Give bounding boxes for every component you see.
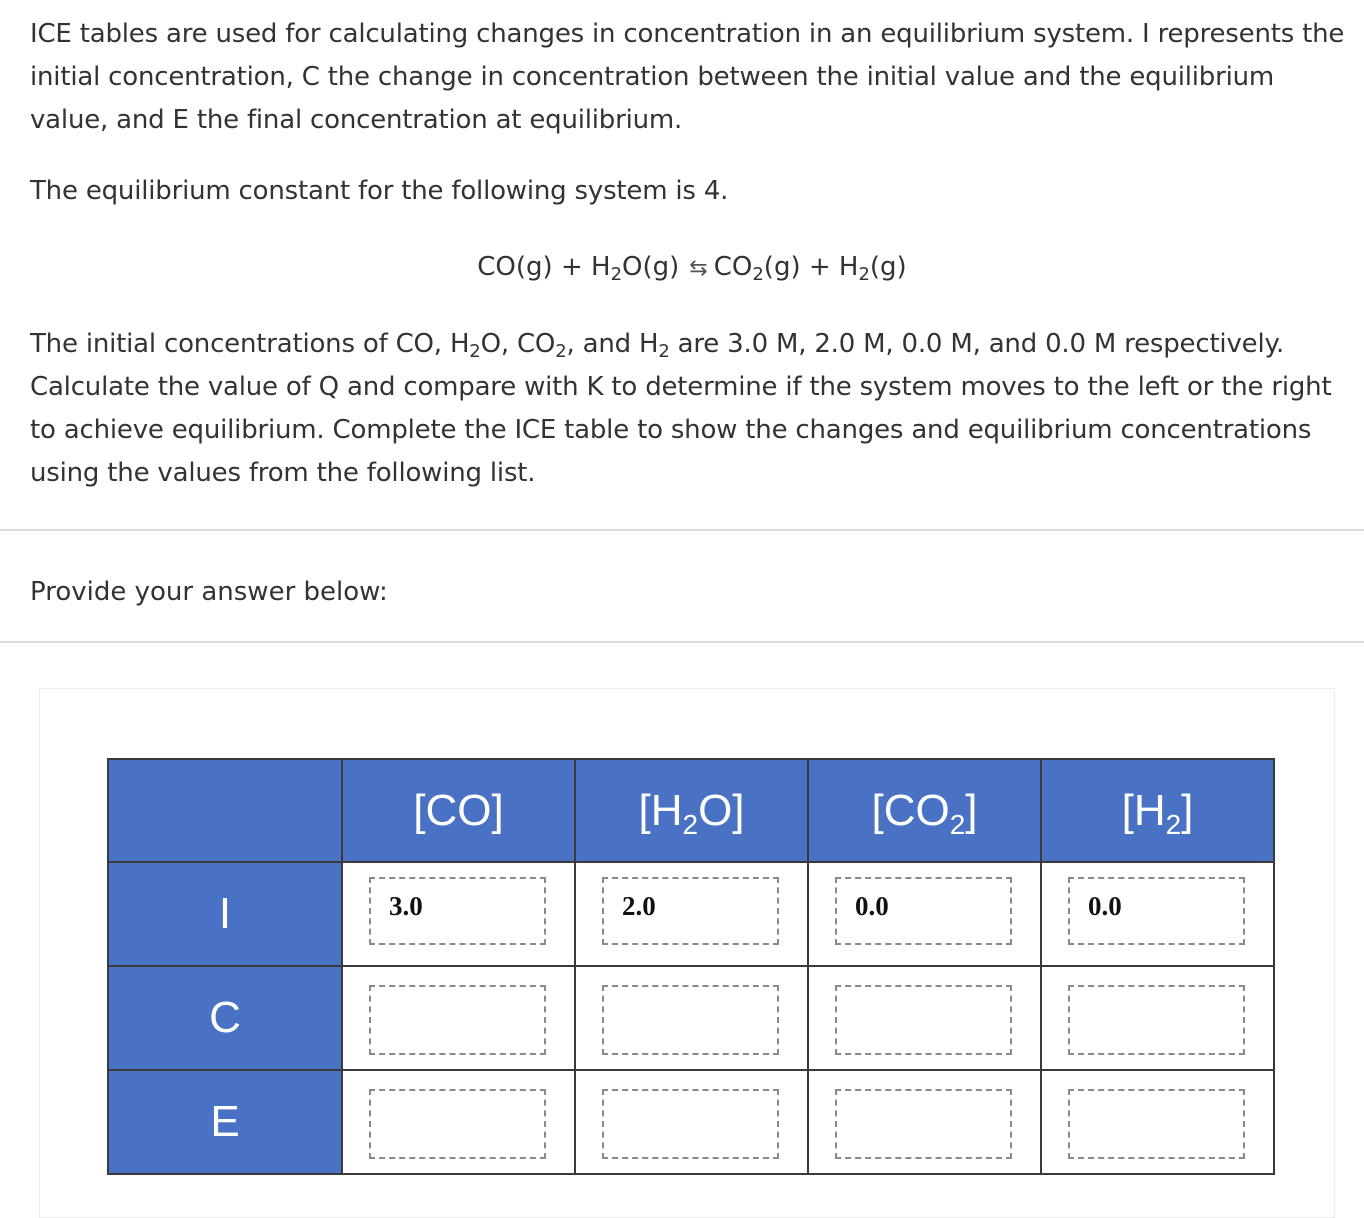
equilibrium-arrow-icon: ⇆ (689, 256, 708, 281)
ice-table (107, 758, 1275, 1175)
header-co2: $[CO_2]$ (808, 759, 1041, 862)
corner-cell (108, 759, 342, 862)
answer-prompt-section (0, 531, 1364, 643)
drop-slot-i-h2o[interactable]: 2.0 (602, 877, 779, 945)
drop-slot-c-co[interactable] (369, 985, 546, 1055)
row-label-c: C (108, 966, 342, 1070)
drop-slot-c-h2o[interactable] (602, 985, 779, 1055)
row-label-e: E (108, 1070, 342, 1174)
ice-row-change (108, 966, 1274, 1070)
row-label-i: I (108, 862, 342, 966)
header-co: [CO] (342, 759, 575, 862)
drop-slot-e-co[interactable] (369, 1089, 546, 1159)
reaction-equation: $CO(g) + H_2O(g)$ ⇆ $CO_2(g) + H_2(g)$ (477, 252, 907, 285)
ice-row-equilibrium (108, 1070, 1274, 1174)
constant-text: The equilibrium constant for the following system is 4. (30, 176, 729, 206)
drop-slot-e-h2o[interactable] (602, 1089, 779, 1159)
drop-slot-c-h2[interactable] (1068, 985, 1245, 1055)
intro-text: ICE tables are used for calculating changes in concentration in an equilibrium system. I represents the initial concentration, C the change in concentration between the initial value and the equilibrium value, and E the final concentration at equilibrium. (30, 19, 1345, 135)
ice-header-row (108, 759, 1274, 862)
drop-slot-i-co[interactable]: 3.0 (369, 877, 546, 945)
answer-prompt: Provide your answer below: (30, 577, 388, 607)
drop-slot-c-co2[interactable] (835, 985, 1012, 1055)
header-h2o: $[H_2O]$ (575, 759, 808, 862)
drop-slot-e-co2[interactable] (835, 1089, 1012, 1159)
drop-slot-i-h2[interactable]: 0.0 (1068, 877, 1245, 945)
instructions-text: The initial concentrations of CO, $H_2O$, $CO_2$, and $H_2$ are 3.0 M, 2.0 M, 0.0 M, and 0.0 M respectively. Calculate the value of Q and compare with K to determine if the system moves to the left or the right to achieve equilibrium. Complete the ICE table to show the changes and equilibrium concentrations using the values from the following list. (30, 329, 1332, 488)
drop-slot-i-co2[interactable]: 0.0 (835, 877, 1012, 945)
ice-row-initial (108, 862, 1274, 966)
question-section (0, 0, 1364, 531)
drop-slot-e-h2[interactable] (1068, 1089, 1245, 1159)
header-h2: $[H_2]$ (1041, 759, 1274, 862)
